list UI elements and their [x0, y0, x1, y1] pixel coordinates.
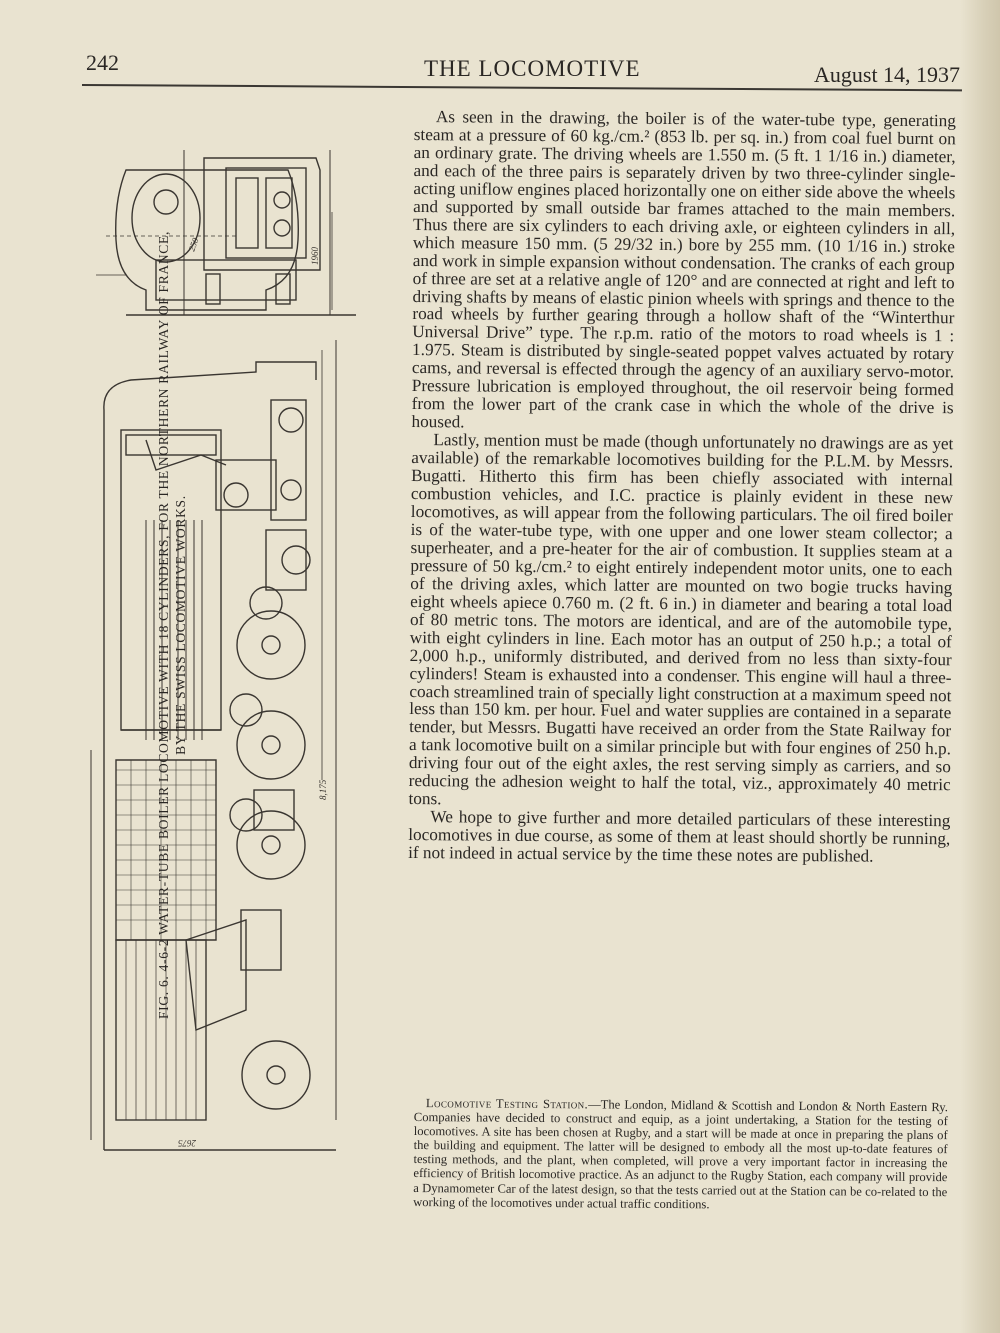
article-paragraph: As seen in the drawing, the boiler is of the water-tube type, generating steam at a pressure of 60 kg./cm.² (853 lb. per sq. in.) from coal fuel burnt on an ordinary grate. The driving wheels are 1.550 m. (5 ft. 1 1/16 in.) diameter, and each of the three pairs is separately driven by two three-cylinder single-acting uniflow engines placed horizontally one on either side above the wheels and supported by small outside bar frames attached to the main members. Thus there are six cylinders to each driving axle, or eighteen cylinders in all, which measure 150 mm. (5 29/32 in.) bore by 255 mm. (10 1/16 in.) stroke and work in simple expansion without condensation. The cranks of each group of three are set at a relative angle of 120° and are connected at right and left to driving shafts by means of elastic pinion wheels with springs and thence to the road wheels by further gearing through a hollow shaft of the “Winterthur Universal Drive” type. The r.p.m. ratio of the motors to road wheels is 1 : 1.975. Steam is distributed by single-seated poppet valves actuated by rotary cams, and reversal is effected through the agency of an auxiliary servo-motor. Pressure lubrication is employed throughout, the oil reservoir being formed from the lower part of the crank case in which the whole of the drive is housed.	[411, 107, 956, 432]
page-edge-shadow	[960, 0, 1000, 1333]
side-elevation	[91, 340, 336, 1150]
locomotive-drawing	[86, 140, 386, 1148]
note-body: —The London, Midland & Scottish and London & North Eastern Ry. Companies have decided to construct and equip, as a joint undertaking, a Station for the testing of locomotives. A site has been chosen at Rugby, and a start will be made at once in preparing the plans of the building and equipment. The latter will be designed to embody all the most up-to-date features of testing methods, and the plant, when completed, will prove a very important factor in increasing the efficiency of British locomotive practice. As an adjunct to the Rugby Station, each company will provide a Dynamometer Car of the latest design, so that the tests carried out at the Station can be co-related to the working of the locomotives under actual traffic conditions.	[413, 1097, 948, 1211]
locomotive-drawing-svg	[86, 140, 386, 1148]
issue-date: August 14, 1937	[814, 62, 961, 87]
figure-caption	[155, 125, 189, 1125]
testing-station-note	[413, 1096, 948, 1213]
dim-label-1: 1960	[310, 247, 320, 265]
page-number: 242	[86, 50, 119, 75]
figure-caption-line-1: FIG. 6. 4-6-2 WATER-TUBE BOILER LOCOMOTIVE WITH 18 CYLINDERS, FOR THE NORTHERN RAILWAY OF FRANCE,	[156, 230, 171, 1020]
page-header	[0, 0, 1000, 90]
figure-caption-line-2: BY THE SWISS LOCOMOTIVE WORKS.	[173, 495, 188, 755]
dim-label-2: 250	[186, 236, 201, 253]
journal-title: THE LOCOMOTIVE	[424, 56, 641, 81]
dim-label-4: 2675	[178, 1138, 196, 1148]
end-elevation	[96, 150, 356, 315]
article-paragraph: Lastly, mention must be made (though unfortunately no drawings are as yet available) of the remarkable locomotives building for the P.L.M. by Messrs. Bugatti. Hitherto this firm has been chiefly associated with internal combustion vehicles, and I.C. practice is plainly evident in these new locomotives, as will appear from the following particulars. The oil fired boiler is of the water-tube type, with one upper and one lower steam collector; a superheater, and a pre-heater for the air of combustion. It supplies steam at a pressure of 50 kg./cm.² to eight entirely independent motor units, one to each of the driving axles, which latter are mounted on two bogie trucks having eight wheels apiece 0.760 m. (2 ft. 6 in.) in diameter and bearing a total load of 80 metric tons. The motors are identical, and are of the automobile type, with eight cylinders in line. Each motor has an output of 250 h.p.; a total of 2,000 h.p., uniformly distributed, and derived from no less than sixty-four cylinders! Steam is exhausted into a condenser. This engine will haul a three-coach streamlined train of specially light construction at a maximum speed not less than 150 km. per hour. Fuel and water supplies are contained in a separate tender, but Messrs. Bugatti have received an order from the State Railway for a tank locomotive built on a similar principle but with four engines of 250 h.p. driving four out of the eight axles, the rest serving simply as carriers, and so reducing the adhesion weight to half the total, viz., approximately 40 metric tons.	[408, 430, 954, 809]
note-heading: Locomotive Testing Station.	[425, 1096, 589, 1112]
dim-label-3: 8,175	[318, 779, 328, 800]
article-body	[408, 108, 956, 866]
article-paragraph: We hope to give further and more detailed particulars of these interesting locomotives in due course, as some of them at least should shortly be running, if not indeed in actual service by the time these notes are published.	[408, 807, 951, 866]
note-paragraph	[413, 1096, 948, 1213]
